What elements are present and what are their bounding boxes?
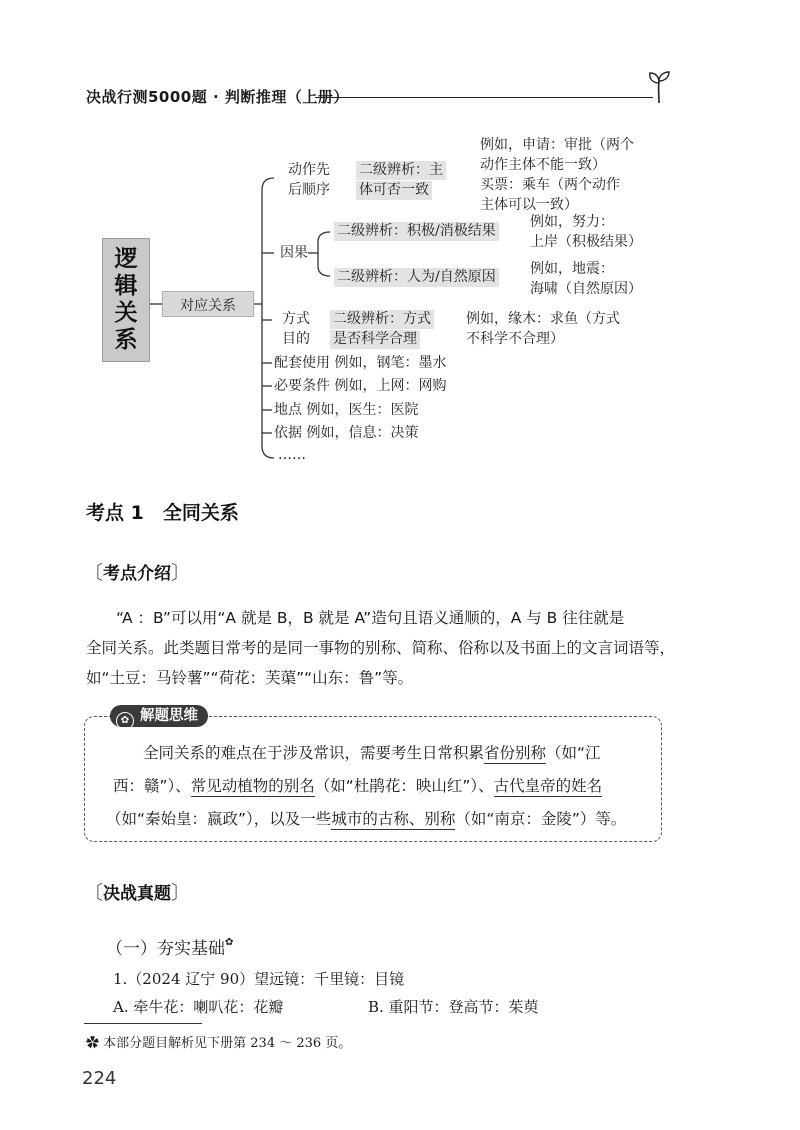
flower-icon: ✿ xyxy=(116,712,134,730)
tip-text: （如“南京：金陵”）等。 xyxy=(455,810,627,828)
option-a[interactable]: A. 牵牛花：喇叭花：花瓣 xyxy=(113,998,284,1016)
tip-tab xyxy=(110,705,208,727)
action-order-analysis-2: 体可否一致 xyxy=(356,181,432,200)
flower-icon: ✿ xyxy=(86,1036,104,1051)
tip-tab-label: 解题思维 xyxy=(140,708,198,724)
running-header: 决战行测5000题 · 判断推理（上册） xyxy=(86,88,349,106)
root-char: 关 xyxy=(114,299,138,326)
intro-line: 如“土豆：马铃薯”“荷花：芙蕖”“山东：鲁”等。 xyxy=(86,669,414,687)
root-char: 辑 xyxy=(114,272,138,299)
action-order-analysis-1: 二级辨析：主 xyxy=(356,161,446,180)
intro-heading: 〔考点介绍〕 xyxy=(84,562,191,584)
option-b[interactable]: B. 重阳节：登高节：茱萸 xyxy=(368,998,539,1016)
method-purpose-analysis-2: 是否科学合理 xyxy=(330,330,420,349)
footnote xyxy=(86,1032,351,1051)
tip-line-1 xyxy=(143,738,601,768)
method-purpose-example-2: 不科学不合理） xyxy=(466,331,564,347)
relation-item: 依据 例如，信息：决策 xyxy=(274,425,419,441)
action-order-example-3: 买票：乘车（两个动作 xyxy=(480,177,620,193)
intro-line: 全同关系。此类题目常考的是同一事物的别称、简称、俗称以及书面上的文言词语等， xyxy=(86,639,676,657)
relation-item: 地点 例如，医生：医院 xyxy=(274,402,419,418)
cause-effect-example-2b: 海啸（自然原因） xyxy=(530,281,642,297)
cause-effect-label: 因果 xyxy=(280,245,308,261)
branch-concept-box xyxy=(162,291,254,317)
method-purpose-label-1: 方式 xyxy=(282,311,310,327)
tip-underline: 城市的古称、别称 xyxy=(331,810,456,828)
subsection-label: （一）夯实基础 xyxy=(106,939,225,959)
cause-effect-example-2a: 例如，地震： xyxy=(530,261,614,277)
relation-item: 必要条件 例如，上网：网购 xyxy=(274,378,447,394)
relation-item-ellipsis: …… xyxy=(278,447,306,463)
cause-effect-example-1b: 上岸（积极结果） xyxy=(530,234,642,250)
cause-effect-example-1a: 例如，努力： xyxy=(530,214,614,230)
page-number: 224 xyxy=(82,1068,117,1089)
tip-text: 全同关系的难点在于涉及常识，需要考生日常积累 xyxy=(143,744,485,762)
action-order-example-1: 例如，申请：审批（两个 xyxy=(480,137,634,153)
section-title: 考点 1 全同关系 xyxy=(86,502,239,524)
root-char: 逻 xyxy=(114,245,138,272)
action-order-example-2: 动作主体不能一致） xyxy=(480,157,606,173)
action-order-label-2: 后顺序 xyxy=(288,182,330,198)
real-questions-label: 决战真题 xyxy=(103,884,172,904)
intro-heading-label: 考点介绍 xyxy=(103,564,172,584)
subsection-title xyxy=(106,934,233,959)
action-order-label-1: 动作先 xyxy=(288,162,330,178)
intro-line: “A ：B”可以用“A 就是 B，B 就是 A”造句且语义通顺的，A 与 B 往往就是 xyxy=(116,609,625,627)
tip-underline: 常见动植物的别名 xyxy=(190,777,315,795)
tip-text: （如“江 xyxy=(546,744,601,762)
tip-underline: 古代皇帝的姓名 xyxy=(493,777,603,795)
action-order-example-4: 主体可以一致） xyxy=(480,197,578,213)
branch-concept-label: 对应关系 xyxy=(180,298,236,314)
question-stem: 1.（2024 辽宁 90）望远镜：千里镜：目镜 xyxy=(113,970,405,988)
tip-text: （如“秦始皇：嬴政”），以及一些 xyxy=(106,810,332,828)
tip-line-3 xyxy=(106,804,626,834)
real-questions-heading: 〔决战真题〕 xyxy=(84,882,191,904)
method-purpose-example-1: 例如，缘木：求鱼（方式 xyxy=(466,311,620,327)
cause-effect-analysis-1: 二级辨析：积极/消极结果 xyxy=(334,222,499,241)
tip-underline: 省份别称 xyxy=(484,744,547,762)
tip-text: （如“杜鹃花：映山红”）、 xyxy=(314,777,494,795)
relation-item: 配套使用 例如，钢笔：墨水 xyxy=(274,355,447,371)
cause-effect-analysis-2: 二级辨析：人为/自然原因 xyxy=(334,268,499,287)
root-concept-box xyxy=(102,238,150,362)
root-concept-label xyxy=(103,245,149,353)
method-purpose-analysis-1: 二级辨析：方式 xyxy=(330,310,434,329)
footnote-text: 本部分题目解析见下册第 234 ～ 236 页。 xyxy=(103,1036,352,1051)
flower-icon: ✿ xyxy=(225,937,234,948)
tip-line-2 xyxy=(113,771,602,801)
footnote-rule xyxy=(84,1023,202,1024)
root-char: 系 xyxy=(114,326,138,353)
tip-text: 西：赣”）、 xyxy=(113,777,191,795)
method-purpose-label-2: 目的 xyxy=(282,331,310,347)
